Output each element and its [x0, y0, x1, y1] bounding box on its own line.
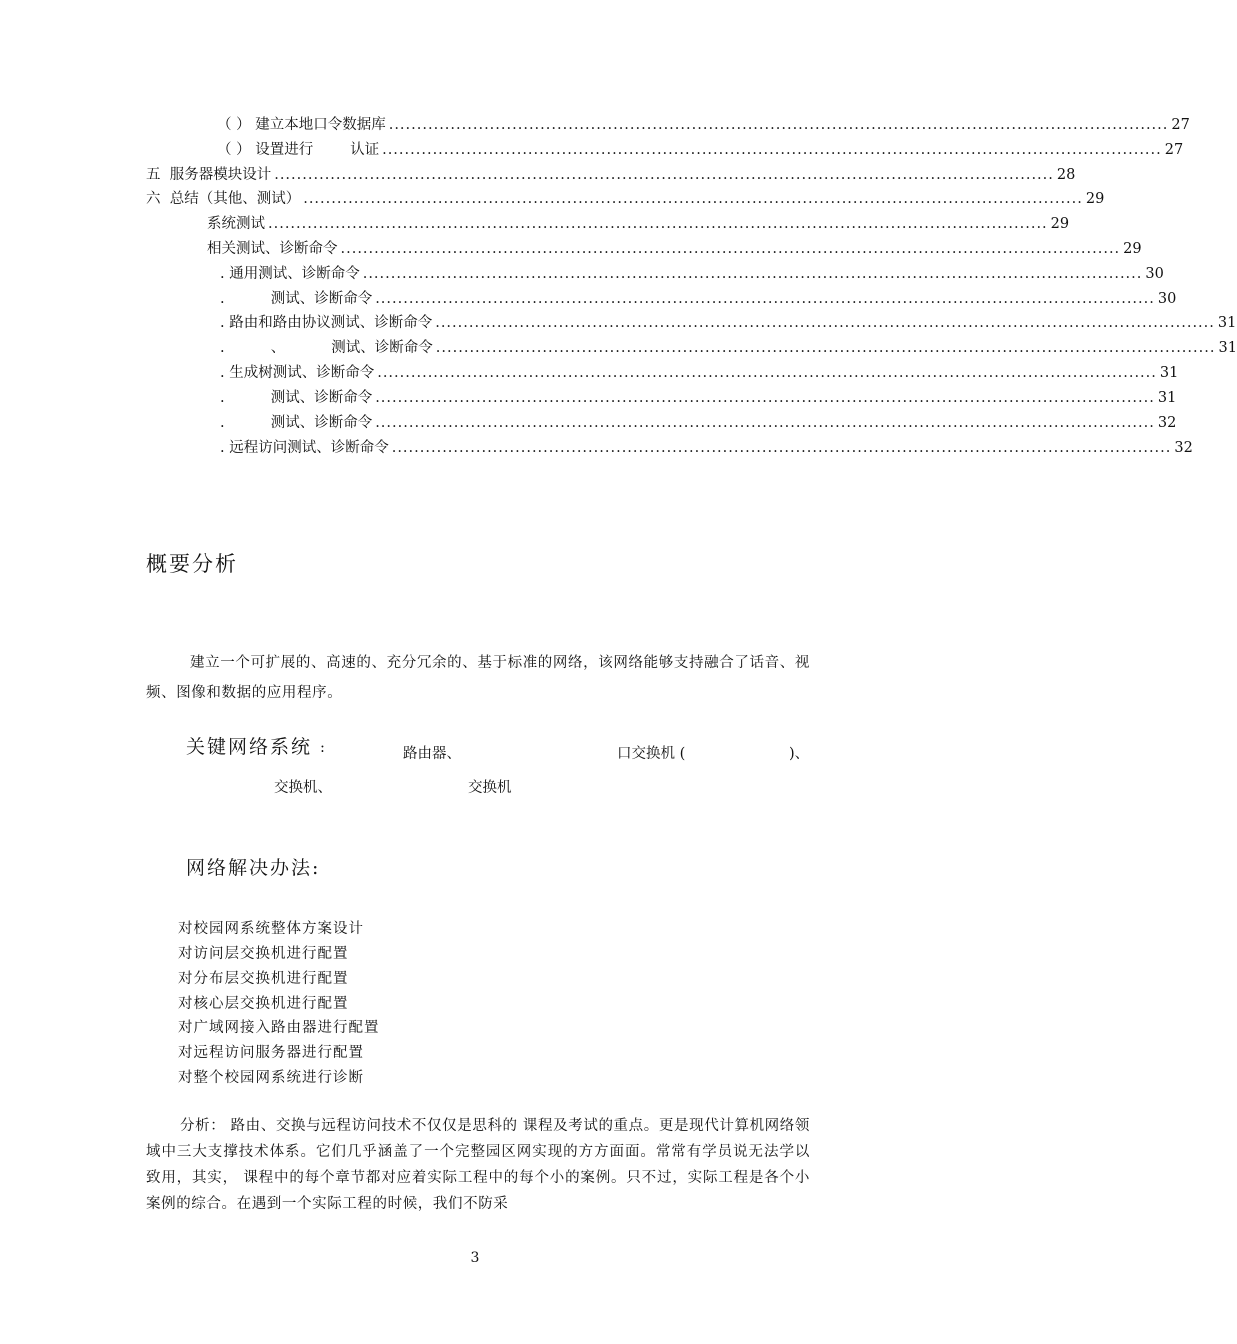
toc-page: 29	[1085, 191, 1105, 207]
toc-leader: ...........................................................................................................................................	[377, 365, 1157, 381]
toc-label: （ ） 建立本地口令数据库	[217, 117, 386, 133]
toc-label: 系统测试	[207, 216, 265, 232]
toc-label: . 通用测试、诊断命令	[220, 266, 360, 282]
list-item: 对核心层交换机进行配置	[178, 996, 349, 1012]
toc-label: . 测试、诊断命令	[220, 291, 373, 307]
toc-leader: ...........................................................................................................................................	[375, 291, 1155, 307]
toc-entry[interactable]	[207, 237, 1142, 261]
toc-label: . 测试、诊断命令	[220, 390, 373, 406]
toc-label: . 远程访问测试、诊断命令	[220, 440, 389, 456]
toc-leader: ...........................................................................................................................................	[435, 340, 1216, 356]
toc-entry[interactable]	[220, 361, 1179, 385]
toc-page: 31	[1159, 365, 1179, 381]
toc-leader: ...........................................................................................................................................	[388, 117, 1169, 133]
toc-page: 31	[1218, 340, 1237, 356]
toc-entry[interactable]	[146, 187, 1105, 211]
toc-label: （ ） 设置进行 认证	[217, 142, 380, 158]
toc-page: 30	[1157, 291, 1177, 307]
toc-entry[interactable]	[217, 113, 1190, 137]
list-item: 对整个校园网系统进行诊断	[178, 1070, 364, 1086]
toc-page: 31	[1157, 390, 1177, 406]
toc-page: 32	[1157, 415, 1177, 431]
list-item: 对校园网系统整体方案设计	[178, 921, 364, 937]
list-item: 对访问层交换机进行配置	[178, 946, 349, 962]
list-item: 对远程访问服务器进行配置	[178, 1045, 364, 1061]
toc-entry[interactable]	[220, 386, 1177, 410]
toc-label: . 测试、诊断命令	[220, 415, 373, 431]
toc-entry[interactable]	[220, 336, 1237, 360]
toc-entry[interactable]	[217, 138, 1184, 162]
toc-page: 30	[1145, 266, 1164, 282]
key-systems-colon: :	[320, 740, 325, 756]
toc-page: 27	[1164, 142, 1184, 158]
toc-entry[interactable]	[207, 212, 1070, 236]
toc-leader: ...........................................................................................................................................	[274, 167, 1054, 183]
key-systems-switch1: 交换机、	[274, 780, 332, 796]
toc-label: 五 服务器模块设计	[146, 167, 272, 183]
toc-page: 29	[1050, 216, 1070, 232]
toc-leader: ...........................................................................................................................................	[268, 216, 1048, 232]
list-item: 对广域网接入路由器进行配置	[178, 1020, 380, 1036]
key-systems-switch2: 交换机	[468, 780, 512, 796]
key-systems-label: 关键网络系统	[186, 736, 313, 758]
toc-entry[interactable]	[220, 262, 1164, 286]
page-number: 3	[470, 1250, 480, 1266]
analysis-paragraph: 分析： 路由、交换与远程访问技术不仅仅是思科的 课程及考试的重点。更是现代计算机网络领域中三大支撑技术体系。它们几乎涵盖了一个完整园区网实现的方方面面。常常有学员说无法学以致用，其实， 课程中的每个章节都对应着实际工程中的每个小的案例。只不过，实际工程是各个小案例的综合。在遇到一个实际工程的时候，我们不防采	[146, 1118, 810, 1212]
toc-label: . 生成树测试、诊断命令	[220, 365, 375, 381]
key-systems-close: )、	[789, 746, 810, 762]
toc-page: 29	[1123, 241, 1142, 257]
toc-entry[interactable]	[220, 411, 1177, 435]
list-item: 对分布层交换机进行配置	[178, 971, 349, 987]
toc-entry[interactable]	[220, 436, 1193, 460]
key-systems-router: 路由器、	[403, 746, 461, 762]
toc-leader: ...........................................................................................................................................	[340, 241, 1121, 257]
intro-paragraph: 建立一个可扩展的、高速的、充分冗余的、基于标准的网络，该网络能够支持融合了话音、视频、图像和数据的应用程序。	[146, 655, 810, 701]
toc-label: 六 总结（其他、测试）	[146, 191, 301, 207]
toc-leader: ...........................................................................................................................................	[375, 390, 1155, 406]
toc-label: . 路由和路由协议测试、诊断命令	[220, 315, 433, 331]
section-title: 概要分析	[146, 552, 238, 576]
toc-entry[interactable]	[220, 287, 1177, 311]
toc-page: 31	[1217, 315, 1237, 331]
toc-leader: ...........................................................................................................................................	[375, 415, 1155, 431]
toc-entry[interactable]	[146, 163, 1076, 187]
toc-page: 27	[1171, 117, 1190, 133]
key-systems-port-switch: 口交换机 (	[617, 746, 686, 762]
toc-page: 28	[1056, 167, 1076, 183]
toc-leader: ...........................................................................................................................................	[362, 266, 1143, 282]
toc-label: 相关测试、诊断命令	[207, 241, 338, 257]
toc-leader: ...........................................................................................................................................	[303, 191, 1083, 207]
toc-leader: ...........................................................................................................................................	[435, 315, 1215, 331]
toc-leader: ...........................................................................................................................................	[382, 142, 1162, 158]
toc-entry[interactable]	[220, 311, 1237, 335]
toc-label: . 、 测试、诊断命令	[220, 340, 433, 356]
toc-page: 32	[1174, 440, 1193, 456]
toc-leader: ...........................................................................................................................................	[391, 440, 1172, 456]
solution-title: 网络解决办法:	[186, 857, 321, 879]
